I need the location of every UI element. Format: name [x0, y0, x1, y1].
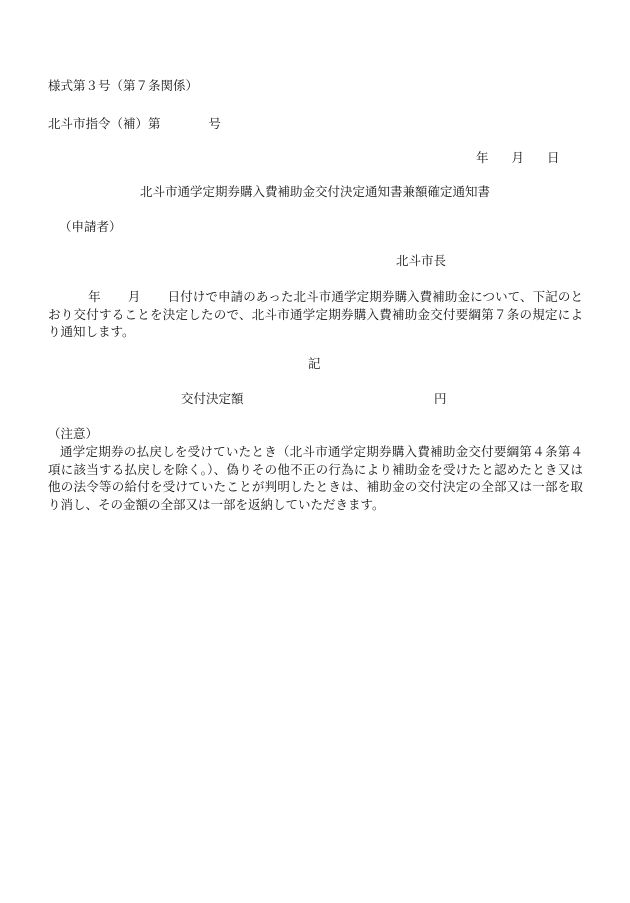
note-paragraph: 通学定期券の払戻しを受けていたとき（北斗市通学定期券購入費補助金交付要綱第４条第４項に該当する払戻しを除く。）、偽りその他不正の行為により補助金を受けたと認めたとき又は他の法令等の給付を受けていたことが判明したときは、補助金の交付決定の全部又は一部を取り消し、その金額の全部又は一部を返納していただきます。	[48, 444, 583, 512]
date-day: 日	[547, 150, 560, 165]
body-year: 年	[88, 289, 101, 304]
directive-prefix: 北斗市指令（補）第	[48, 116, 161, 131]
directive-number	[48, 116, 221, 132]
issuer-label: 北斗市長	[396, 253, 447, 268]
amount-label: 交付決定額	[181, 391, 244, 406]
body-month: 月	[127, 289, 141, 304]
directive-suffix: 号	[208, 116, 222, 131]
form-number: 様式第３号（第７条関係）	[48, 78, 199, 93]
document-title: 北斗市通学定期券購入費補助金交付決定通知書兼額確定通知書	[139, 184, 490, 199]
date-year: 年	[476, 150, 489, 165]
body-paragraph	[48, 288, 583, 341]
note-label: （注意）	[48, 426, 99, 441]
applicant-label: （申請者）	[59, 219, 122, 234]
ki-label: 記	[308, 356, 321, 371]
issue-date	[476, 150, 560, 166]
amount-unit: 円	[434, 391, 447, 406]
body-text: 日付けで申請のあった北斗市通学定期券購入費補助金について、下記のとおり交付することを決定したので、北斗市通学定期券購入費補助金交付要綱第７条の規定により通知します。	[48, 289, 583, 340]
date-month: 月	[511, 150, 525, 165]
